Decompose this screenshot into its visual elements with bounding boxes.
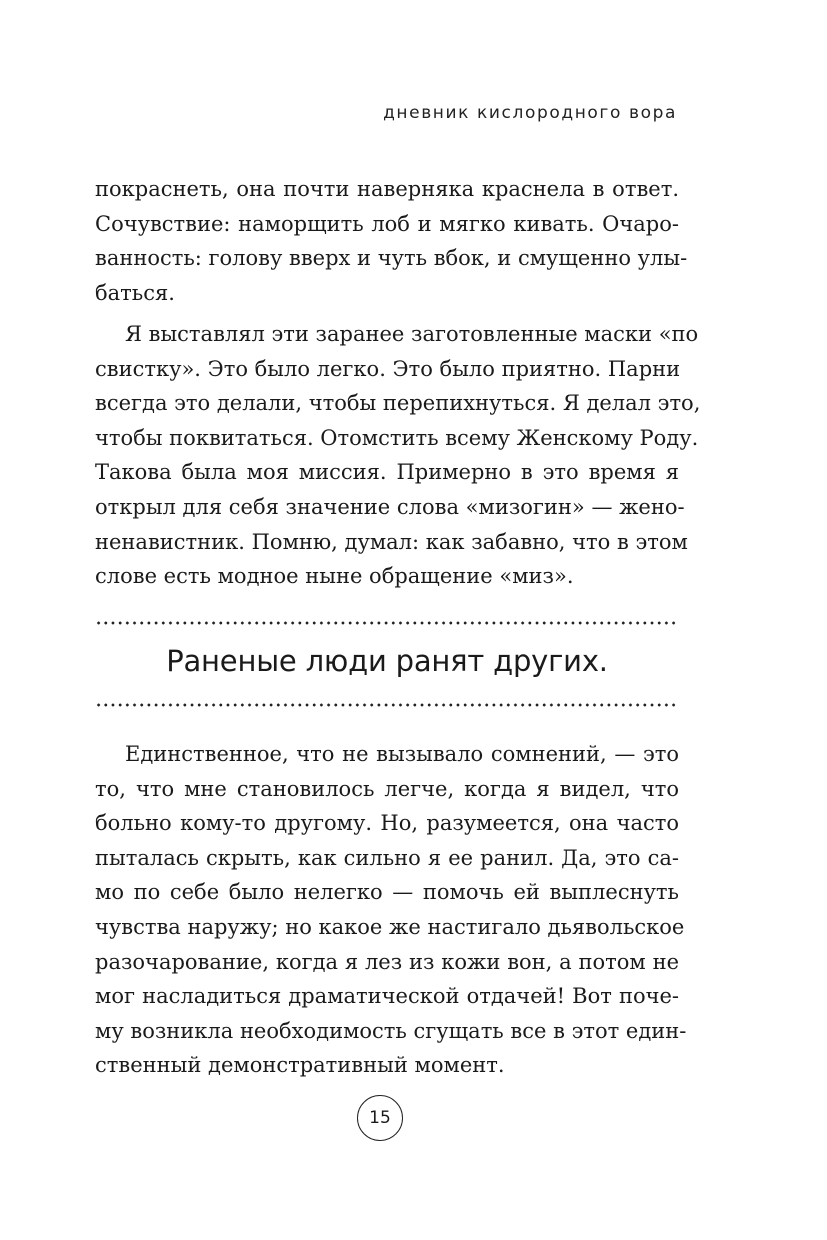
text-line: слове есть модное ныне обращение «миз». [95,564,574,589]
text-line: чувства наружу; но какое же настигало дьявольское [95,914,685,939]
page-number: 15 [357,1095,403,1141]
text-line: ванность: голову вверх и чуть вбок, и смущенно улы- [95,246,688,271]
paragraph-2 [95,317,701,594]
text-line: чтобы поквитаться. Отомстить всему Женскому Роду. [95,425,699,450]
dotted-divider-bottom [95,703,679,707]
text-line: покраснеть, она почти наверняка краснела в ответ. [95,177,679,201]
text-line: Я выставлял эти заранее заготовленные маски «по [125,322,699,346]
paragraph-3 [95,737,687,1083]
text-line: больно кому-то другому. Но, разумеется, она часто [95,811,679,836]
text-line: мо по себе было нелегко — помочь ей выплеснуть [95,880,679,905]
text-line: разочарование, когда я лез из кожи вон, а потом не [95,949,679,974]
text-line: Сочувствие: наморщить лоб и мягко кивать. Очаро- [95,211,679,236]
text-line: свистку». Это было легко. Это было приятно. Парни [95,356,681,381]
paragraph-1 [95,172,688,310]
pull-quote: Раненые люди ранят других. [166,644,608,678]
text-line: то, что мне становилось легче, когда я видел, что [95,776,679,801]
text-line: пыталась скрыть, как сильно я ее ранил. Да, это са- [95,845,679,870]
text-line: Единственное, что не вызывало сомнений, — это [125,742,679,766]
text-line: баться. [95,280,175,305]
text-line: Такова была моя миссия. Примерно в это время я [95,460,679,485]
dotted-divider-top [95,621,679,625]
text-line: мог насладиться драматической отдачей! Вот поче- [95,984,679,1009]
running-head: дневник кислородного вора [383,103,677,123]
text-line: всегда это делали, чтобы перепихнуться. Я делал это, [95,391,701,416]
text-line: ненавистник. Помню, думал: как забавно, что в этом [95,529,688,554]
text-line: открыл для себя значение слова «мизогин» — жено- [95,494,685,519]
text-line: му возникла необходимость сгущать все в этот един- [95,1018,687,1043]
text-line: ственный демонстративный момент. [95,1053,505,1078]
